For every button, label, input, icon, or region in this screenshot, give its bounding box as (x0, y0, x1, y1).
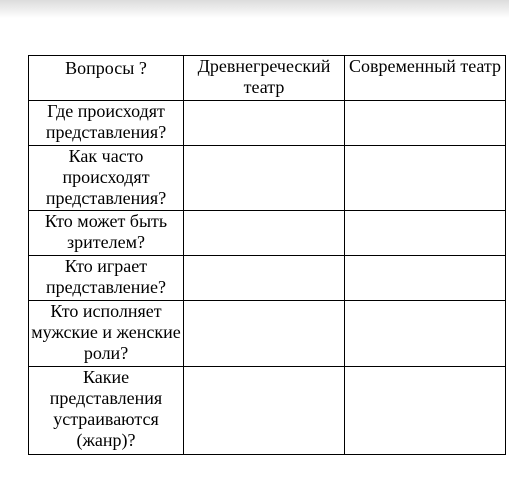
header-questions-label: Вопросы ? (65, 58, 147, 78)
table-row (29, 211, 506, 256)
table-row (29, 146, 506, 211)
header-modern-label: Современный театр (348, 56, 502, 76)
question-cell: Где происходят представления? (29, 101, 184, 146)
question-cell: Какие представления устраиваются (жанр)? (29, 367, 184, 455)
modern-answer-cell[interactable] (345, 146, 506, 211)
ancient-answer-cell[interactable] (184, 301, 345, 367)
table-row (29, 101, 506, 146)
ancient-answer-cell[interactable] (184, 211, 345, 256)
theatre-comparison-table (28, 55, 506, 455)
ancient-answer-cell[interactable] (184, 367, 345, 455)
question-cell: Кто может быть зрителем? (29, 211, 184, 256)
question-cell: Кто играет представление? (29, 256, 184, 301)
modern-answer-cell[interactable] (345, 301, 506, 367)
table-header-row (29, 56, 506, 101)
ancient-answer-cell[interactable] (184, 256, 345, 301)
question-cell: Кто исполняет мужские и женские роли? (29, 301, 184, 367)
header-ancient-label: Древнегреческий театр (197, 56, 331, 97)
question-cell: Как часто происходят представления? (29, 146, 184, 211)
ancient-answer-cell[interactable] (184, 146, 345, 211)
table-row (29, 256, 506, 301)
ancient-answer-cell[interactable] (184, 101, 345, 146)
modern-answer-cell[interactable] (345, 101, 506, 146)
header-questions (29, 56, 184, 101)
header-ancient-theatre (184, 56, 345, 101)
modern-answer-cell[interactable] (345, 367, 506, 455)
table-row (29, 301, 506, 367)
modern-answer-cell[interactable] (345, 211, 506, 256)
modern-answer-cell[interactable] (345, 256, 506, 301)
top-edge-shadow (0, 0, 509, 18)
table-row (29, 367, 506, 455)
header-modern-theatre (345, 56, 506, 101)
